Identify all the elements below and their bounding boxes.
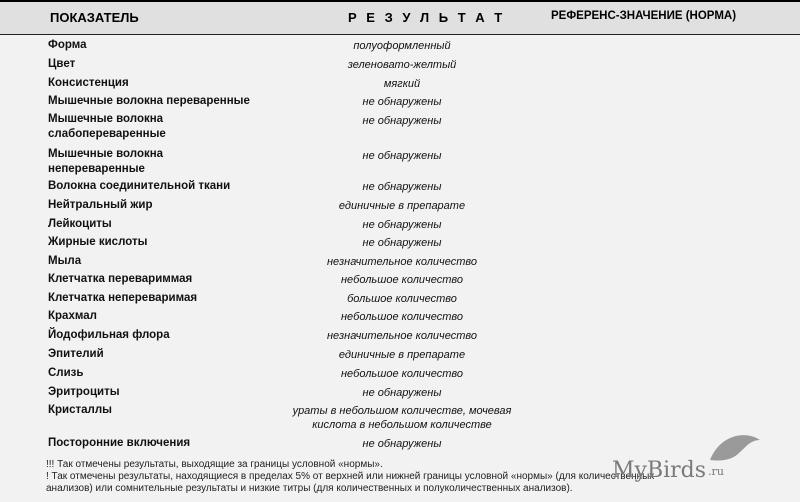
row-result-value: незначительное количество: [326, 330, 477, 342]
row-indicator-name: Волокна соединительной ткани: [48, 180, 231, 192]
row-indicator-name: Лейкоциты: [48, 218, 112, 230]
row-indicator-name: Клетчатка непереваримая: [48, 292, 198, 304]
watermark-suffix: .ru: [708, 465, 724, 478]
header-result: Р Е З У Л Ь Т А Т: [348, 10, 506, 25]
row-result-value: не обнаружены: [362, 96, 442, 108]
row-indicator-name: Слизь: [48, 367, 84, 379]
row-result-value: не обнаружены: [362, 115, 442, 127]
footnote-2: ! Так отмечены результаты, находящиеся в пределах 5% от верхней или нижней границы условной «нормы» (для количественных: [46, 471, 655, 482]
row-result-value: полуоформленный: [353, 40, 451, 52]
row-result-value: не обнаружены: [362, 438, 442, 450]
row-result-value: незначительное количество: [326, 256, 477, 268]
row-indicator-name: Крахмал: [48, 310, 97, 322]
row-result-value: небольшое количество: [340, 368, 463, 380]
row-indicator-name: Эпителий: [48, 348, 104, 360]
row-result-value: единичные в препарате: [338, 200, 466, 212]
row-result-value: мягкий: [383, 78, 421, 90]
table-header: [0, 0, 800, 35]
row-result-value: небольшое количество: [340, 274, 463, 286]
row-indicator-name: Цвет: [48, 58, 76, 70]
row-indicator-name: Жирные кислоты: [48, 236, 148, 248]
header-reference: РЕФЕРЕНС-ЗНАЧЕНИЕ (НОРМА): [551, 10, 737, 22]
row-indicator-name: Нейтральный жир: [48, 199, 153, 211]
row-result-value: большое количество: [347, 293, 457, 305]
footnote-1: !!! Так отмечены результаты, выходящие за границы условной «нормы».: [46, 459, 383, 470]
row-result-value: не обнаружены: [362, 387, 442, 399]
watermark: [612, 458, 724, 483]
header-divider: [0, 34, 800, 35]
row-result-value: небольшое количество: [340, 311, 463, 323]
row-result-value: не обнаружены: [362, 150, 442, 162]
row-result-value: не обнаружены: [362, 219, 442, 231]
row-result-value: не обнаружены: [362, 181, 442, 193]
row-indicator-name: Консистенция: [48, 77, 129, 89]
row-result-value: зеленовато-желтый: [347, 59, 457, 71]
row-indicator-name: Мышечные волокна слабопереваренные: [48, 113, 166, 140]
row-indicator-name: Форма: [48, 39, 87, 51]
row-indicator-name: Кристаллы: [48, 404, 112, 416]
header-indicator: ПОКАЗАТЕЛЬ: [50, 10, 139, 25]
row-indicator-name: Мышечные волокна непереваренные: [48, 148, 164, 175]
footnote-3: анализов) или сомнительные результаты и низкие титры (для количественных и полуколичественных анализов).: [46, 483, 573, 494]
row-result-value: единичные в препарате: [338, 349, 466, 361]
row-indicator-name: Клетчатка перевариммая: [48, 273, 193, 285]
row-indicator-name: Посторонние включения: [48, 437, 191, 449]
row-indicator-name: Мыла: [48, 255, 82, 267]
row-indicator-name: Мышечные волокна переваренные: [48, 95, 250, 107]
row-result-value: ураты в небольшом количестве, мочевая кислота в небольшом количестве: [292, 405, 512, 431]
row-indicator-name: Эритроциты: [48, 386, 120, 398]
watermark-text: MyBirds: [612, 458, 707, 483]
row-result-value: не обнаружены: [362, 237, 442, 249]
row-indicator-name: Йодофильная флора: [48, 329, 170, 341]
